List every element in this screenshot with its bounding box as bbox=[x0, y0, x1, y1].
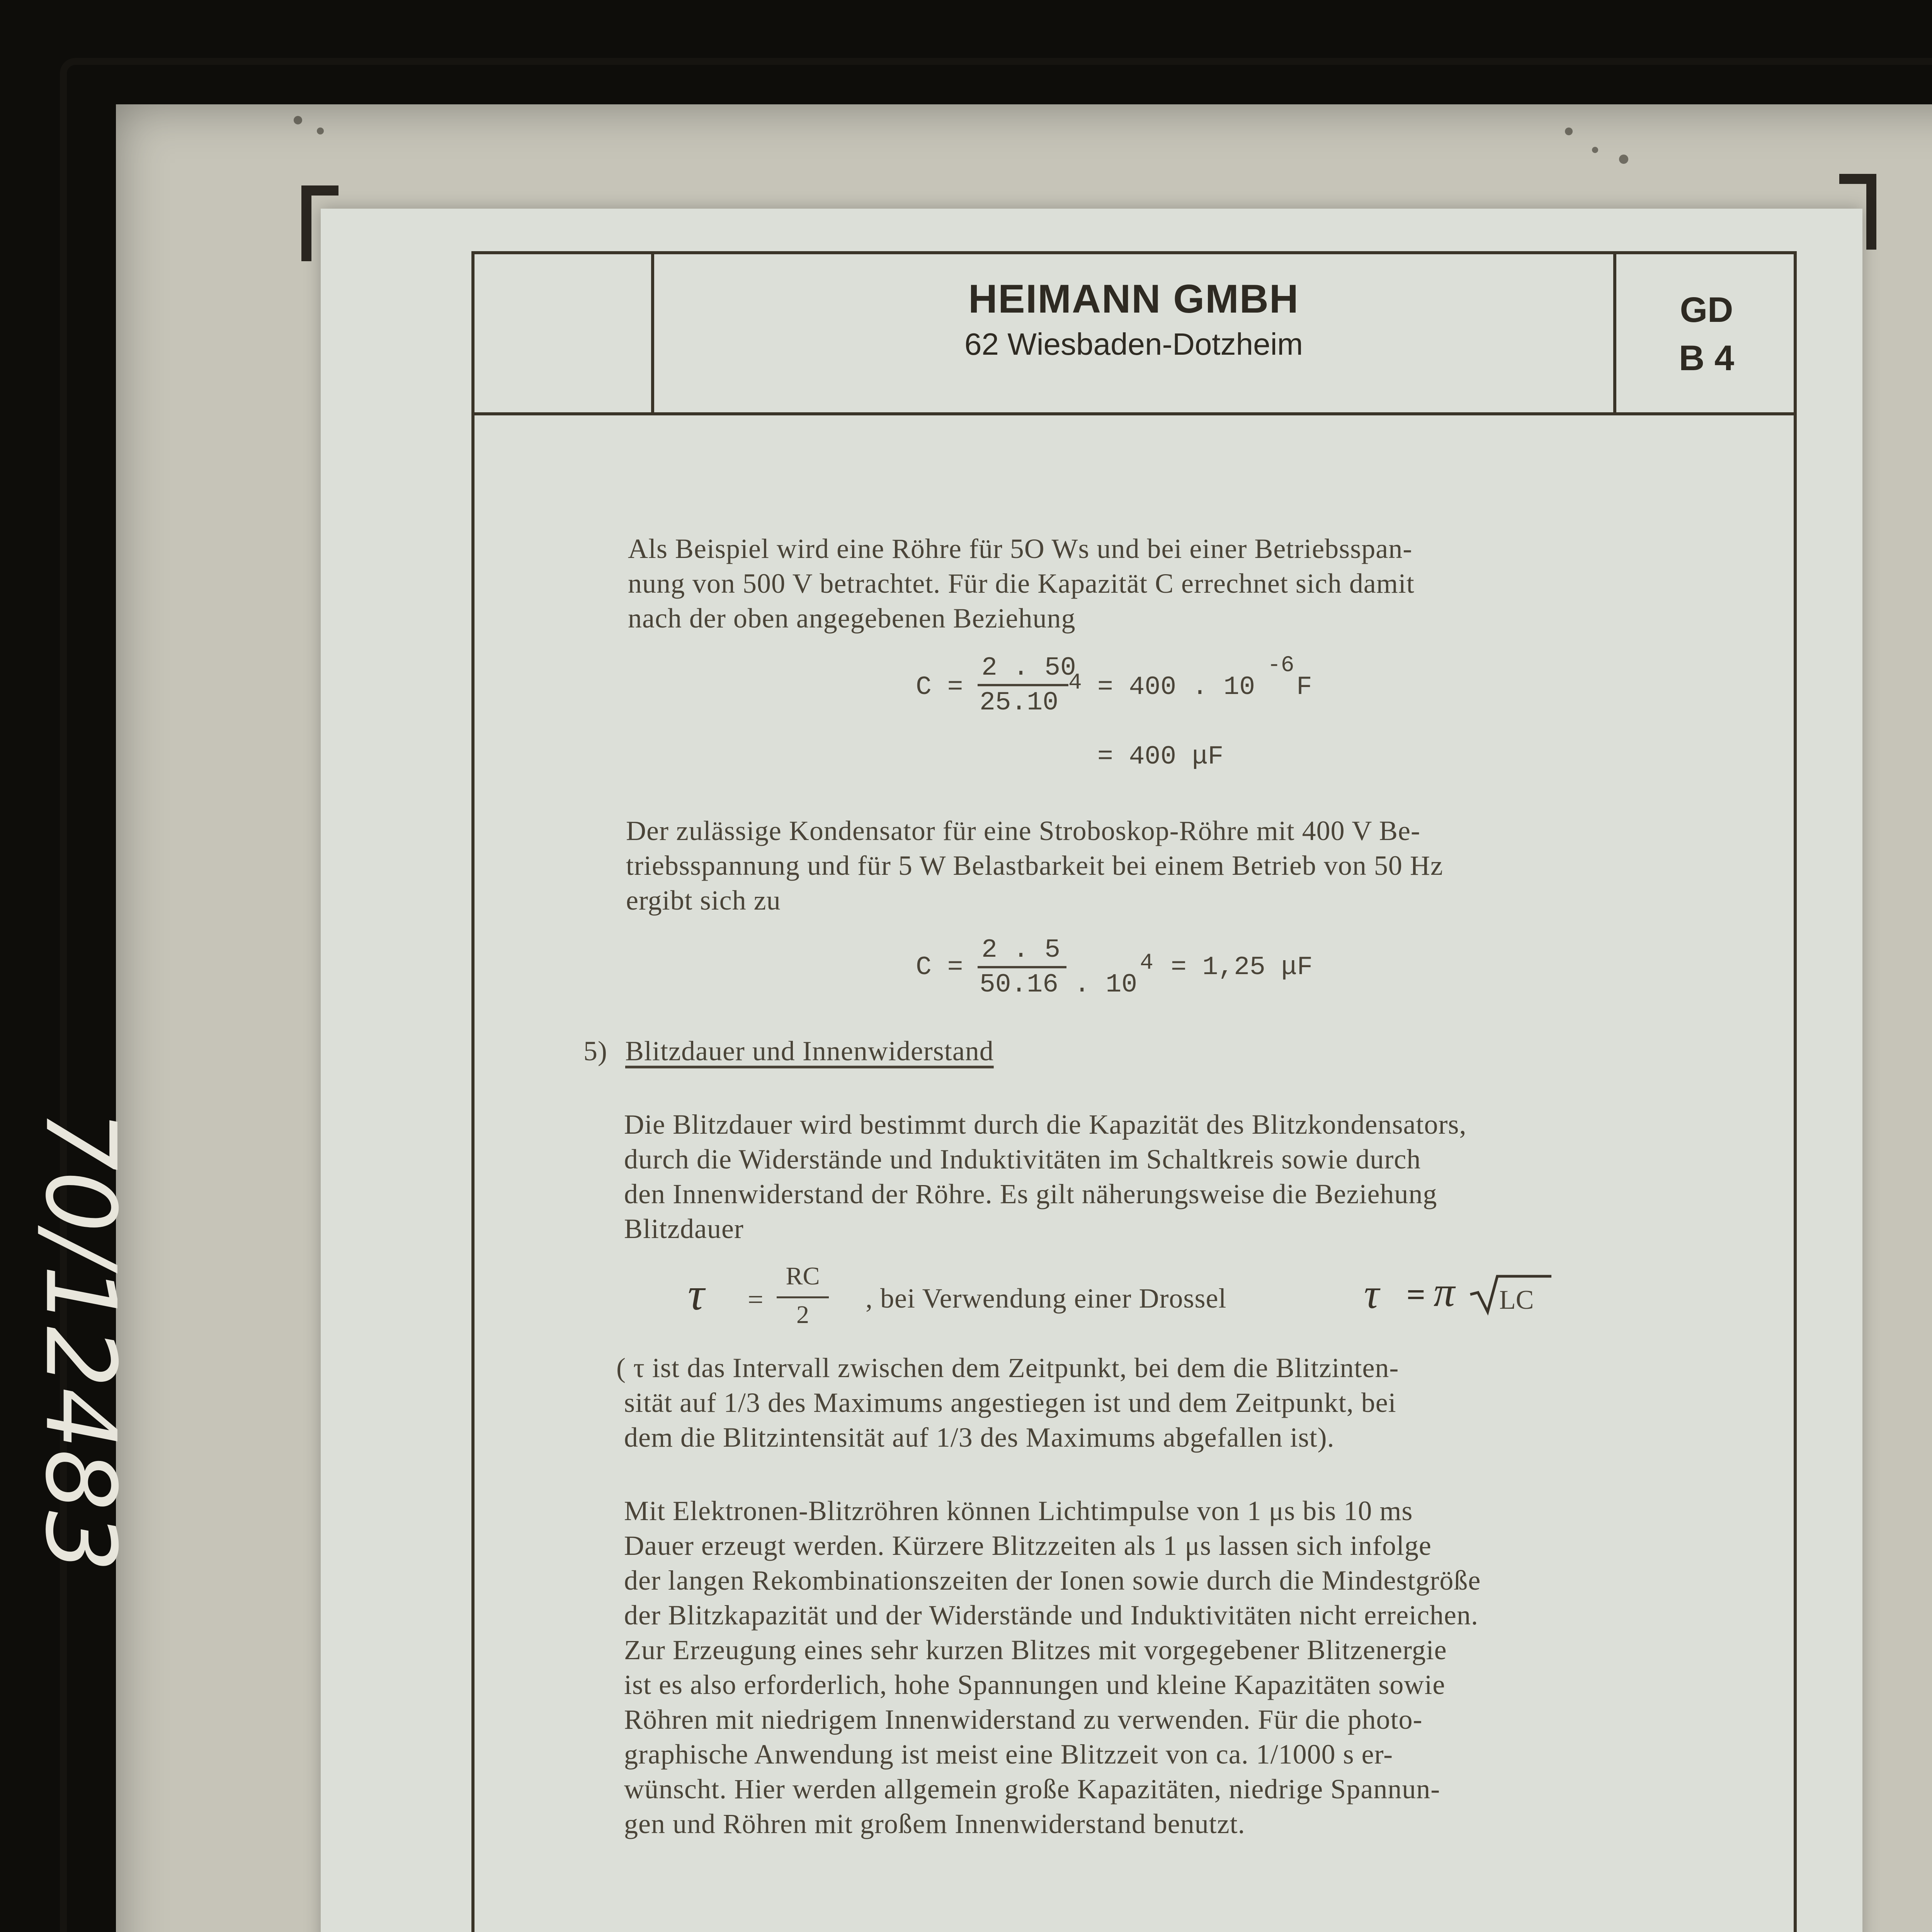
paragraph-line: nach der oben angegebenen Beziehung bbox=[628, 603, 1076, 634]
paragraph-line: ist es also erforderlich, hohe Spannungen und kleine Kapazitäten sowie bbox=[624, 1669, 1446, 1700]
paragraph-line: den Innenwiderstand der Röhre. Es gilt näherungsweise die Beziehung bbox=[624, 1179, 1437, 1209]
paragraph-line: ( τ ist das Intervall zwischen dem Zeitpunkt, bei dem die Blitzinten- bbox=[616, 1352, 1399, 1383]
equation1-line2: = 400 μF bbox=[1097, 742, 1224, 772]
foxing-speck bbox=[294, 116, 302, 124]
equation2-denominator: 50.16 . 10 bbox=[980, 970, 1138, 1000]
paragraph-line: Der zulässige Kondensator für eine Stroboskop-Röhre mit 400 V Be- bbox=[626, 815, 1420, 846]
paragraph-line: Die Blitzdauer wird bestimmt durch die Kapazität des Blitzkondensators, bbox=[624, 1109, 1467, 1140]
paragraph-line: Dauer erzeugt werden. Kürzere Blitzzeiten als 1 μs lassen sich infolge bbox=[624, 1530, 1432, 1561]
equation2-numerator: 2 . 5 bbox=[981, 935, 1061, 965]
section-title: Blitzdauer und Innenwiderstand bbox=[625, 1036, 994, 1066]
equation1-lhs: C = bbox=[916, 672, 963, 702]
paragraph-line: durch die Widerstände und Induktivitäten im Schaltkreis sowie durch bbox=[624, 1144, 1421, 1175]
paragraph-line: gen und Röhren mit großem Innenwiderstand benutzt. bbox=[624, 1808, 1245, 1839]
tau-symbol-2: τ bbox=[1364, 1270, 1379, 1317]
equation2-rhs: = 1,25 μF bbox=[1171, 952, 1313, 982]
equation1-rhs: = 400 . 10 bbox=[1097, 672, 1255, 702]
header-divider-right bbox=[1613, 251, 1616, 415]
paragraph-line: wünscht. Hier werden allgemein große Kapazitäten, niedrige Spannun- bbox=[624, 1774, 1440, 1804]
equation1-fraction-bar bbox=[978, 684, 1068, 686]
equation2-fraction-bar bbox=[978, 966, 1066, 968]
equation1-denominator-exponent: 4 bbox=[1068, 670, 1082, 696]
square-root-radicand: LC bbox=[1499, 1285, 1534, 1315]
paragraph-line: Blitzdauer bbox=[624, 1213, 744, 1244]
equation2-exponent: 4 bbox=[1140, 951, 1153, 976]
foxing-speck bbox=[317, 128, 324, 134]
tau-fraction-bar bbox=[777, 1296, 829, 1298]
paragraph-line: der Blitzkapazität und der Widerstände und Induktivitäten nicht erreichen. bbox=[624, 1600, 1479, 1631]
header-divider-left bbox=[651, 251, 654, 415]
equation1-exponent: -6 bbox=[1267, 653, 1294, 678]
foxing-speck bbox=[1565, 128, 1573, 135]
paragraph-line: Mit Elektronen-Blitzröhren können Lichtimpulse von 1 μs bis 10 ms bbox=[624, 1495, 1413, 1526]
paragraph-line: der langen Rekombinationszeiten der Ionen sowie durch die Mindestgröße bbox=[624, 1565, 1481, 1596]
tau-middle-text: , bei Verwendung einer Drossel bbox=[866, 1283, 1227, 1314]
pi-symbol: π bbox=[1434, 1268, 1455, 1315]
paragraph-line: dem die Blitzintensität auf 1/3 des Maximums abgefallen ist). bbox=[624, 1422, 1335, 1453]
document-code-line2: B 4 bbox=[1679, 338, 1735, 378]
company-address: 62 Wiesbaden-Dotzheim bbox=[964, 327, 1303, 361]
handwritten-archive-number bbox=[23, 1012, 137, 1669]
paragraph-line: Zur Erzeugung eines sehr kurzen Blitzes mit vorgegebener Blitzenergie bbox=[624, 1634, 1447, 1665]
tau-equals-2: = bbox=[1406, 1276, 1426, 1313]
paragraph-line: Röhren mit niedrigem Innenwiderstand zu verwenden. Für die photo- bbox=[624, 1704, 1423, 1735]
paragraph-line: graphische Anwendung ist meist eine Blitzzeit von ca. 1/1000 s er- bbox=[624, 1739, 1393, 1770]
paragraph-line: Als Beispiel wird eine Röhre für 5O Ws und bei einer Betriebsspan- bbox=[628, 533, 1413, 564]
paragraph-line: triebsspannung und für 5 W Belastbarkeit bei einem Betrieb von 50 Hz bbox=[626, 850, 1443, 881]
section-number: 5) bbox=[583, 1036, 607, 1066]
equation1-unit: F bbox=[1296, 672, 1312, 702]
paragraph-line: sität auf 1/3 des Maximums angestiegen ist und dem Zeitpunkt, bei bbox=[624, 1387, 1396, 1418]
paragraph-line: nung von 500 V betrachtet. Für die Kapazität C errechnet sich damit bbox=[628, 568, 1415, 599]
document-code-line1: GD bbox=[1680, 290, 1733, 330]
company-name: HEIMANN GMBH bbox=[968, 277, 1299, 321]
paragraph-line: ergibt sich zu bbox=[626, 885, 781, 916]
tau-symbol: τ bbox=[688, 1268, 704, 1320]
tau-equals: = bbox=[748, 1284, 764, 1315]
foxing-speck bbox=[1592, 147, 1598, 153]
handwritten-archive-number-text: 70/12483 bbox=[24, 1109, 137, 1572]
tau-fraction-denominator: 2 bbox=[796, 1301, 809, 1329]
equation1-denominator: 25.10 bbox=[980, 688, 1059, 718]
tau-fraction-numerator: RC bbox=[786, 1262, 820, 1290]
equation2-lhs: C = bbox=[916, 952, 963, 982]
foxing-speck bbox=[1619, 155, 1628, 164]
equation1-numerator: 2 . 50 bbox=[981, 653, 1076, 683]
